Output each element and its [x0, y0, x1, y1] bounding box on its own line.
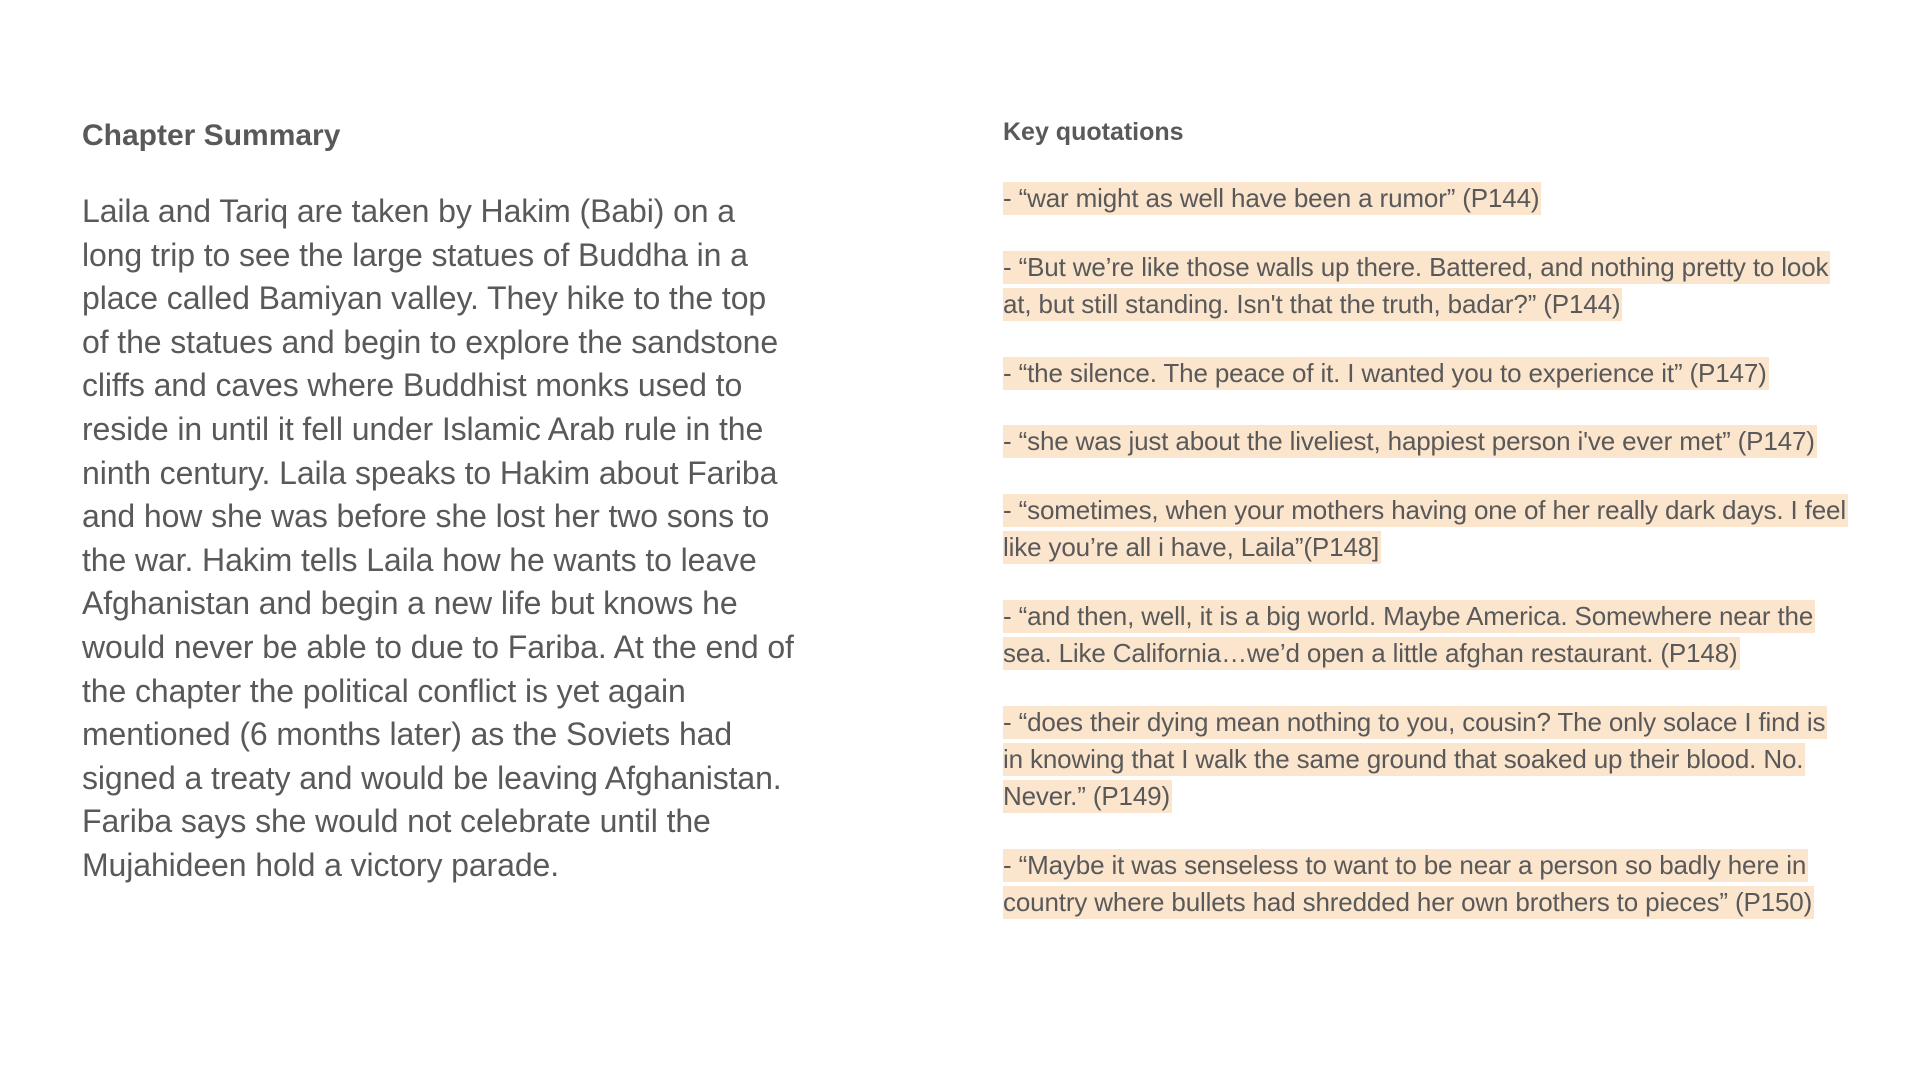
summary-line: reside in until it fell under Islamic Arab rule in the — [82, 410, 764, 447]
quote-line: - “sometimes, when your mothers having one of her really dark days. I feel — [1003, 495, 1846, 525]
quote-item — [1003, 849, 1893, 923]
summary-line: and how she was before she lost her two sons to — [82, 498, 770, 535]
key-quotations-heading: Key quotations — [1003, 118, 1184, 146]
quote-item — [1003, 182, 1893, 219]
quote-line: - “war might as well have been a rumor” (P144) — [1003, 183, 1540, 213]
quote-item — [1003, 494, 1893, 568]
summary-line: Fariba says she would not celebrate until the — [82, 803, 711, 840]
summary-line: the chapter the political conflict is yet again — [82, 672, 686, 709]
quote-item — [1003, 425, 1893, 462]
summary-line: would never be able to due to Fariba. At the end of — [82, 628, 794, 665]
quote-line: in knowing that I walk the same ground that soaked up their blood. No. — [1003, 744, 1804, 774]
quote-item — [1003, 706, 1893, 817]
summary-line: the war. Hakim tells Laila how he wants to leave — [82, 541, 757, 578]
quote-item — [1003, 600, 1893, 674]
summary-line: Laila and Tariq are taken by Hakim (Babi) on a — [82, 193, 735, 229]
summary-line: cliffs and caves where Buddhist monks used to — [82, 367, 743, 404]
key-quotations-section — [1003, 114, 1893, 917]
quote-line: - “the silence. The peace of it. I wanted you to experience it” (P147) — [1003, 358, 1767, 388]
summary-line: ninth century. Laila speaks to Hakim about Fariba — [82, 454, 778, 491]
quote-line: country where bullets had shredded her own brothers to pieces” (P150) — [1003, 887, 1813, 917]
quote-line: at, but still standing. Isn't that the truth, badar?” (P144) — [1003, 289, 1621, 319]
quote-line: like you’re all i have, Laila”(P148] — [1003, 532, 1380, 562]
quote-item — [1003, 357, 1893, 394]
summary-line: place called Bamiyan valley. They hike to the top — [82, 280, 767, 317]
summary-line: signed a treaty and would be leaving Afghanistan. — [82, 759, 782, 796]
summary-line: long trip to see the large statues of Buddha in a — [82, 236, 748, 273]
quote-line: - “does their dying mean nothing to you, cousin? The only solace I find is — [1003, 707, 1826, 737]
summary-line: mentioned (6 months later) as the Soviets had — [82, 716, 733, 753]
quote-line: Never.” (P149) — [1003, 781, 1170, 811]
chapter-summary-section — [82, 116, 882, 883]
quote-line: - “she was just about the liveliest, happiest person i've ever met” (P147) — [1003, 426, 1815, 456]
quote-item — [1003, 251, 1893, 325]
summary-line: Mujahideen hold a victory parade. — [82, 846, 559, 883]
quote-line: - “Maybe it was senseless to want to be near a person so badly here in — [1003, 850, 1807, 880]
summary-line: of the statues and begin to explore the sandstone — [82, 323, 779, 360]
summary-line: Afghanistan and begin a new life but knows he — [82, 585, 738, 622]
quote-line: - “But we’re like those walls up there. Battered, and nothing pretty to look — [1003, 252, 1829, 282]
quote-line: - “and then, well, it is a big world. Maybe America. Somewhere near the — [1003, 601, 1814, 631]
chapter-summary-heading: Chapter Summary — [82, 119, 341, 152]
quote-line: sea. Like California…we’d open a little afghan restaurant. (P148) — [1003, 638, 1738, 668]
chapter-summary-body — [82, 190, 794, 888]
